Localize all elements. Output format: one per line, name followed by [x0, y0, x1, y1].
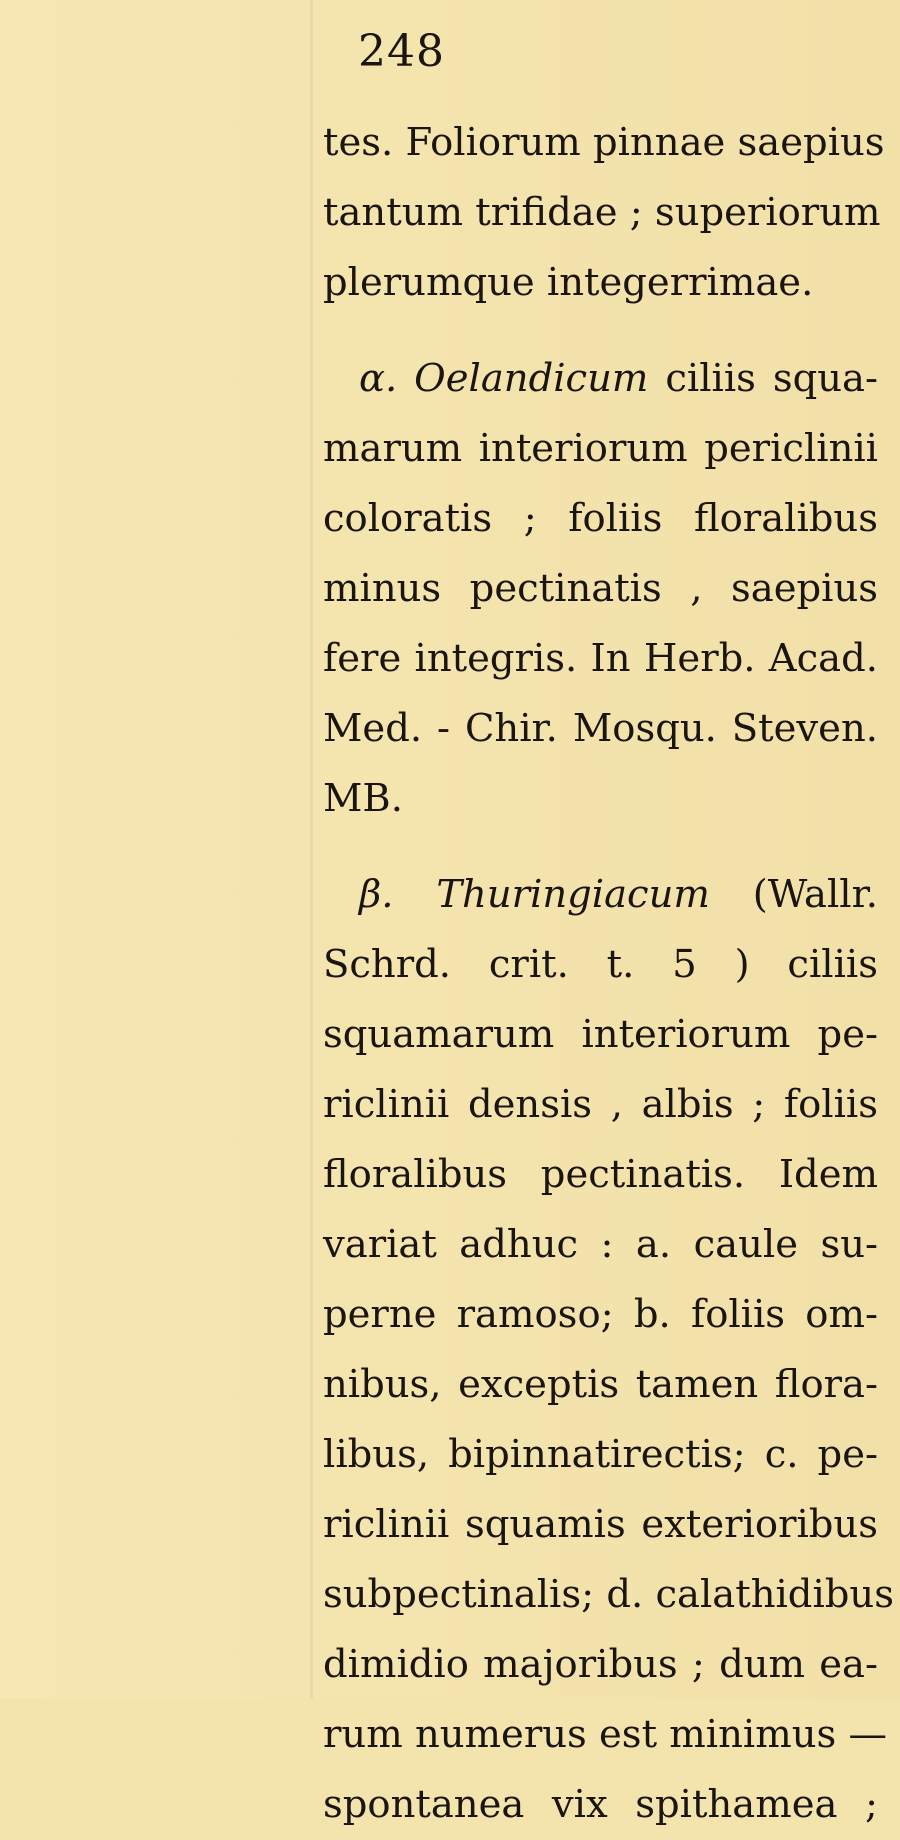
text-line	[323, 344, 878, 414]
page-shadow	[310, 0, 313, 1699]
text-line: dimidio majoribus ; dum ea-	[323, 1642, 878, 1687]
text-line: rum numerus est minimus —	[323, 1712, 888, 1757]
page-number: 248	[358, 26, 445, 77]
text-line: subpectinalis; d. calathidibus	[323, 1572, 894, 1617]
text-line: tes. Foliorum pinnae saepius	[323, 120, 885, 165]
variety-name: Oelandicum	[414, 356, 649, 401]
variety-marker: β.	[359, 872, 394, 917]
text-line: floralibus pectinatis. Idem	[323, 1152, 878, 1197]
text-fragment: (Wallr.	[752, 872, 878, 917]
variety-marker: α.	[359, 356, 398, 401]
text-line: tantum trifidae ; superiorum	[323, 190, 881, 235]
text-line: perne ramoso; b. foliis om-	[323, 1292, 878, 1337]
text-line: fere integris. In Herb. Acad.	[323, 636, 878, 681]
text-line: libus, bipinnatirectis; c. pe-	[323, 1432, 878, 1477]
text-line: riclinii densis , albis ; foliis	[323, 1082, 878, 1127]
text-line: variat adhuc : a. caule su-	[323, 1222, 878, 1267]
variety-name: Thuringiacum	[436, 872, 710, 917]
text-line: plerumque integerrimae.	[323, 260, 814, 305]
text-line: squamarum interiorum pe-	[323, 1012, 878, 1057]
text-line: MB.	[323, 776, 403, 821]
text-line: coloratis ; foliis floralibus	[323, 496, 878, 541]
text-line: nibus, exceptis tamen flora-	[323, 1362, 878, 1407]
text-line: riclinii squamis exterioribus	[323, 1502, 878, 1547]
text-fragment: ciliis squa-	[665, 356, 878, 401]
text-line: spontanea vix spithamea ;	[323, 1782, 878, 1827]
text-line: Med. - Chir. Mosqu. Steven.	[323, 706, 878, 751]
text-line: minus pectinatis , saepius	[323, 566, 878, 611]
text-line	[323, 860, 878, 930]
text-line: Schrd. crit. t. 5 ) ciliis	[323, 942, 878, 987]
body-text	[323, 108, 894, 1840]
text-line: marum interiorum periclinii	[323, 426, 878, 471]
